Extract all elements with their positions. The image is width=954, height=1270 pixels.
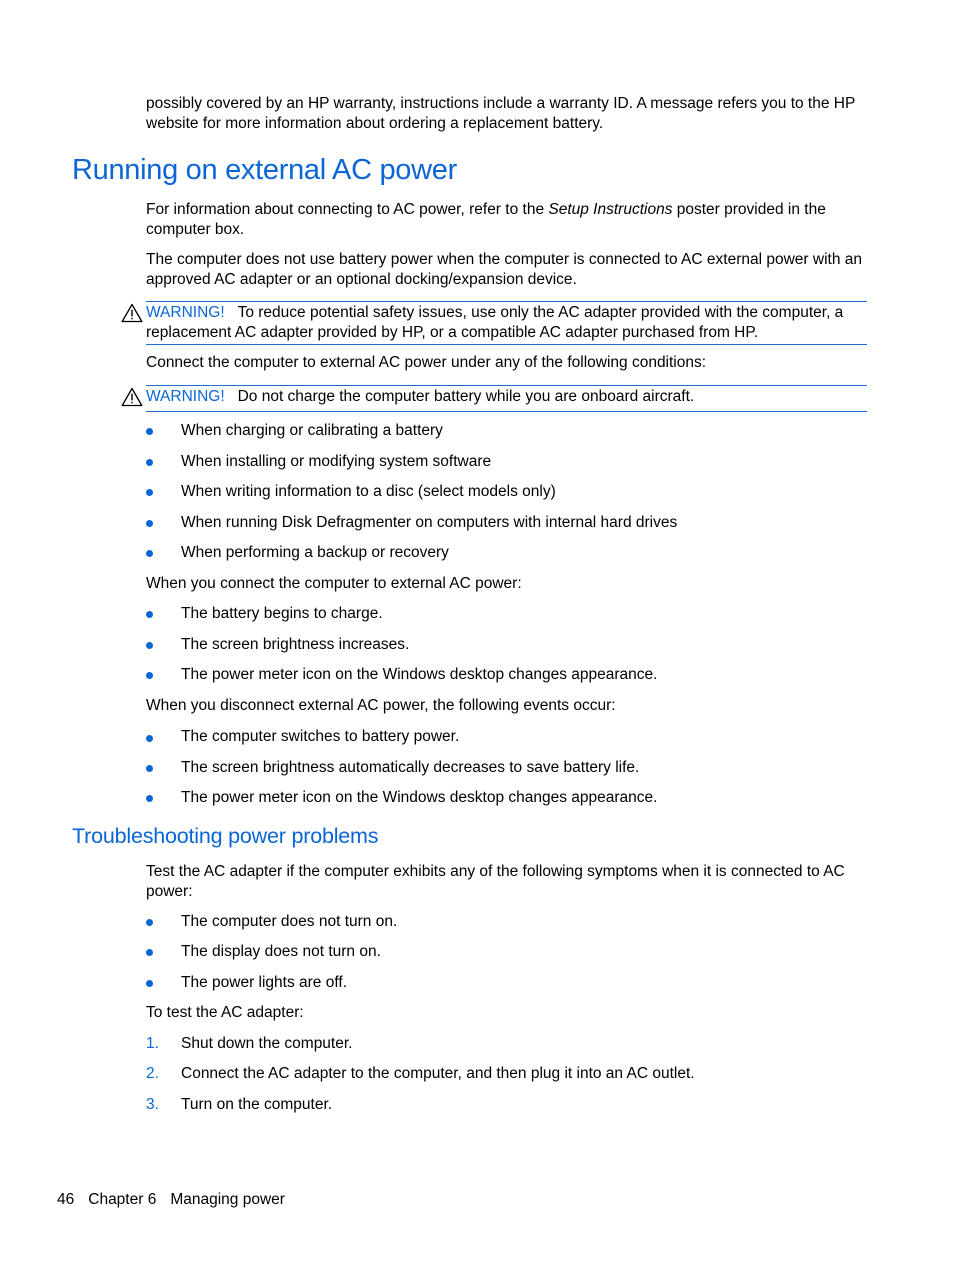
troubleshooting-intro: Test the AC adapter if the computer exhibits any of the following symptoms when it is connected to AC power: bbox=[146, 863, 845, 900]
bullet-icon bbox=[146, 735, 153, 742]
warning-text: Do not charge the computer battery while you are onboard aircraft. bbox=[237, 388, 695, 405]
list-item: The display does not turn on. bbox=[181, 943, 381, 960]
warning-safety-adapter bbox=[146, 303, 867, 343]
warning-text: To reduce potential safety issues, use only the AC adapter provided with the computer, a replacement AC adapter provided by HP, or a compatible AC adapter purchased from HP. bbox=[146, 304, 844, 341]
list-item: The power lights are off. bbox=[181, 974, 347, 991]
chapter-label: Chapter 6 bbox=[88, 1191, 157, 1208]
list-item: The computer does not turn on. bbox=[181, 913, 398, 930]
setup-instructions-paragraph bbox=[146, 200, 868, 240]
list-item: The power meter icon on the Windows desktop changes appearance. bbox=[181, 789, 658, 806]
warning-triangle-icon bbox=[121, 303, 143, 323]
connect-intro: When you connect the computer to external AC power: bbox=[146, 575, 522, 592]
step-text: Turn on the computer. bbox=[181, 1096, 333, 1113]
warning-triangle-icon bbox=[121, 387, 143, 407]
section-heading-troubleshooting: Troubleshooting power problems bbox=[72, 824, 379, 848]
bullet-icon bbox=[146, 520, 153, 527]
bullet-icon bbox=[146, 489, 153, 496]
list-item: The power meter icon on the Windows desktop changes appearance. bbox=[181, 666, 658, 683]
warning-label: WARNING! bbox=[146, 388, 225, 405]
page-number: 46 bbox=[57, 1191, 75, 1208]
step-text: Shut down the computer. bbox=[181, 1035, 353, 1052]
bullet-icon bbox=[146, 428, 153, 435]
warning-label: WARNING! bbox=[146, 304, 225, 321]
warning-top-rule bbox=[146, 385, 867, 386]
bullet-icon bbox=[146, 672, 153, 679]
warning-aircraft bbox=[146, 387, 867, 407]
ac-adapter-paragraph: The computer does not use battery power when the computer is connected to AC external power with an approved AC adapter or an optional docking/expansion device. bbox=[146, 251, 862, 288]
step-number: 2. bbox=[146, 1065, 159, 1082]
bullet-icon bbox=[146, 949, 153, 956]
list-item: The computer switches to battery power. bbox=[181, 728, 460, 745]
page-footer bbox=[57, 1190, 299, 1210]
bullet-icon bbox=[146, 611, 153, 618]
warning-bottom-rule bbox=[146, 344, 867, 345]
warning-bottom-rule bbox=[146, 411, 867, 412]
section-heading-running-on-ac: Running on external AC power bbox=[72, 154, 457, 186]
para1-prefix: For information about connecting to AC power, refer to the bbox=[146, 201, 549, 218]
list-item: When charging or calibrating a battery bbox=[181, 422, 443, 439]
list-item: The screen brightness automatically decreases to save battery life. bbox=[181, 759, 640, 776]
bullet-icon bbox=[146, 795, 153, 802]
bullet-icon bbox=[146, 550, 153, 557]
intro-paragraph: possibly covered by an HP warranty, instructions include a warranty ID. A message refers you to the HP website for more information about ordering a replacement battery. bbox=[146, 95, 856, 132]
conditions-intro: Connect the computer to external AC power under any of the following conditions: bbox=[146, 354, 707, 371]
step-text: Connect the AC adapter to the computer, and then plug it into an AC outlet. bbox=[181, 1065, 695, 1082]
chapter-title: Managing power bbox=[170, 1191, 285, 1208]
bullet-icon bbox=[146, 642, 153, 649]
list-item: When performing a backup or recovery bbox=[181, 544, 449, 561]
list-item: The screen brightness increases. bbox=[181, 636, 410, 653]
list-item: When installing or modifying system software bbox=[181, 453, 492, 470]
list-item: When running Disk Defragmenter on computers with internal hard drives bbox=[181, 514, 678, 531]
para1-suffix: poster provided in the computer box. bbox=[146, 201, 826, 238]
setup-instructions-title: Setup Instructions bbox=[548, 201, 673, 218]
test-adapter-intro: To test the AC adapter: bbox=[146, 1004, 304, 1021]
step-number: 3. bbox=[146, 1096, 159, 1113]
list-item: When writing information to a disc (select models only) bbox=[181, 483, 556, 500]
bullet-icon bbox=[146, 919, 153, 926]
step-number: 1. bbox=[146, 1035, 159, 1052]
bullet-icon bbox=[146, 980, 153, 987]
bullet-icon bbox=[146, 459, 153, 466]
list-item: The battery begins to charge. bbox=[181, 605, 383, 622]
warning-top-rule bbox=[146, 301, 867, 302]
disconnect-intro: When you disconnect external AC power, the following events occur: bbox=[146, 697, 616, 714]
bullet-icon bbox=[146, 765, 153, 772]
